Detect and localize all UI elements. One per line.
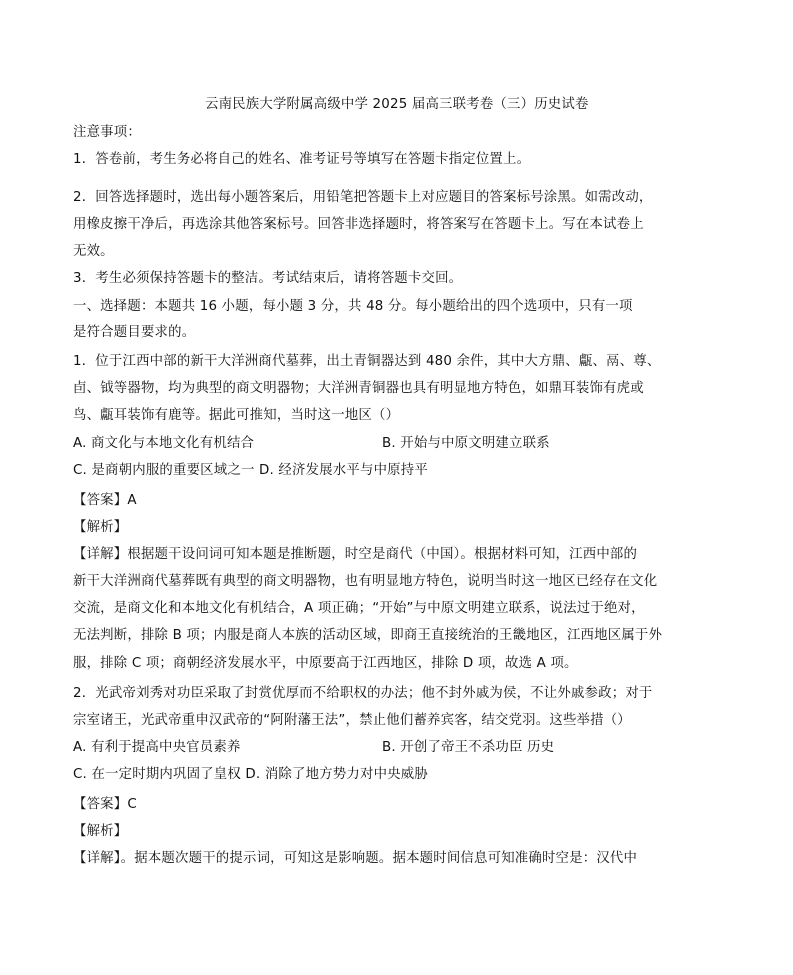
- notice-item-2-line-1: 2．回答选择题时，选出每小题答案后，用铅笔把答题卡上对应题目的答案标号涂黑。如需改动，: [73, 190, 653, 205]
- notice-item-2-line-3: 无效。: [73, 244, 114, 259]
- q2-stem-line-1: 2．光武帝刘秀对功臣采取了封赏优厚而不给职权的办法；他不封外戚为侯，不让外戚参政；对于: [73, 686, 653, 701]
- q1-analysis-label: 【解析】: [73, 520, 128, 535]
- q1-stem-line-3: 鸟、甗耳装饰有鹿等。据此可推知，当时这一地区（）: [73, 408, 400, 423]
- q1-option-a: A. 商文化与本地文化有机结合: [73, 436, 255, 451]
- q1-detail-line-1: 【详解】根据题干设问词可知本题是推断题，时空是商代（中国）。根据材料可知，江西中部的: [73, 547, 638, 562]
- notice-item-2-line-2: 用橡皮擦干净后，再选涂其他答案标号。回答非选择题时，将答案写在答题卡上。写在本试卷上: [73, 217, 644, 232]
- notice-heading: 注意事项：: [73, 125, 141, 140]
- q2-option-c-d: C. 在一定时期内巩固了皇权 D. 消除了地方势力对中央威胁: [73, 767, 428, 782]
- q1-answer: 【答案】A: [73, 493, 137, 508]
- q1-detail-line-3: 交流，是商文化和本地文化有机结合，A 项正确；“开始”与中原文明建立联系，说法过于绝对，: [73, 601, 645, 616]
- section-heading-line-1: 一、选择题：本题共 16 小题，每小题 3 分，共 48 分。每小题给出的四个选项中，只有一项: [73, 299, 633, 314]
- q1-option-b: B. 开始与中原文明建立联系: [382, 436, 550, 451]
- q1-stem-line-1: 1．位于江西中部的新干大洋洲商代墓葬，出土青铜器达到 480 余件，其中大方鼎、甗、鬲、尊、: [73, 354, 661, 369]
- notice-item-3: 3．考生必须保持答题卡的整洁。考试结束后，请将答题卡交回。: [73, 271, 463, 286]
- q1-option-c-d: C. 是商朝内服的重要区域之一 D. 经济发展水平与中原持平: [73, 463, 428, 478]
- q2-answer: 【答案】C: [73, 797, 137, 812]
- page-title: 云南民族大学附属高级中学 2025 届高三联考卷（三）历史试卷: [205, 97, 589, 112]
- q1-detail-line-5: 服，排除 C 项；商朝经济发展水平，中原要高于江西地区，排除 D 项，故选 A 项。: [73, 656, 578, 671]
- q2-option-a: A. 有利于提高中央官员素养: [73, 740, 241, 755]
- notice-item-1: 1．答卷前，考生务必将自己的姓名、准考证号等填写在答题卡指定位置上。: [73, 152, 531, 167]
- q2-stem-line-2: 宗室诸王，光武帝重申汉武帝的“阿附藩王法”，禁止他们蓄养宾客，结交党羽。这些举措（）: [73, 713, 631, 728]
- q1-stem-line-2: 卣、钺等器物，均为典型的商文明器物；大洋洲青铜器也具有明显地方特色，如鼎耳装饰有虎或: [73, 381, 644, 396]
- q1-detail-line-4: 无法判断，排除 B 项；内服是商人本族的活动区域，即商王直接统治的王畿地区，江西地区属于外: [73, 628, 663, 643]
- q1-detail-line-2: 新干大洋洲商代墓葬既有典型的商文明器物，也有明显地方特色，说明当时这一地区已经存在文化: [73, 574, 658, 589]
- q2-analysis-label: 【解析】: [73, 824, 128, 839]
- q2-detail-line-1: 【详解】。据本题次题干的提示词，可知这是影响题。据本题时间信息可知准确时空是：汉代中: [73, 851, 638, 866]
- section-heading-line-2: 是符合题目要求的。: [73, 325, 196, 340]
- q2-option-b: B. 开创了帝王不杀功臣 历史: [382, 740, 555, 755]
